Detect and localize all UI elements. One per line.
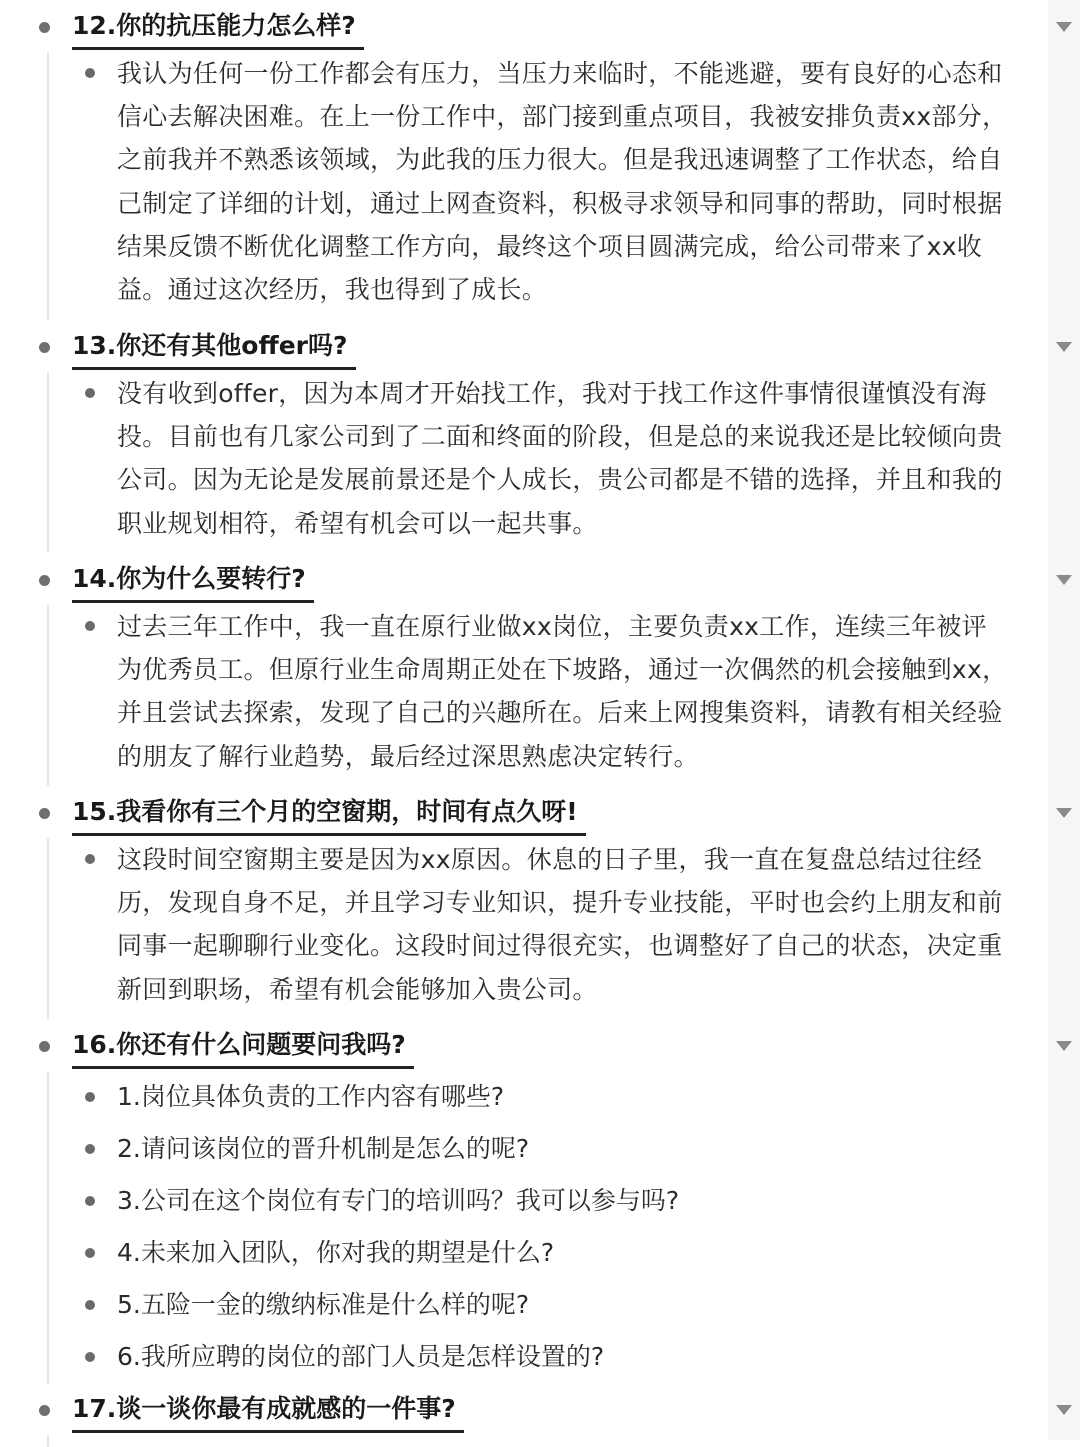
bullet-icon[interactable] bbox=[85, 1352, 95, 1362]
answer-text: 过去三年工作中，我一直在原行业做xx岗位，主要负责xx工作，连续三年被评为优秀员工。但原行业生命周期正处在下坡路，通过一次偶然的机会接触到xx，并且尝试去探索，发现了自己的兴趣所在。后来上网搜集资料，请教有相关经验的朋友了解行业趋势，最后经过深思熟虑决定转行。 bbox=[117, 612, 1008, 771]
bullet-icon[interactable] bbox=[85, 621, 95, 631]
section-title: 12.你的抗压能力怎么样? bbox=[72, 5, 364, 50]
section-body bbox=[47, 605, 1080, 786]
question-text: 4.未来加入团队，你对我的期望是什么? bbox=[117, 1238, 555, 1267]
answer-paragraph bbox=[49, 52, 1080, 311]
section-body bbox=[47, 1071, 1080, 1383]
list-item bbox=[49, 1227, 1080, 1279]
question-text: 3.公司在这个岗位有专门的培训吗？我可以参与吗? bbox=[117, 1186, 680, 1215]
section-15 bbox=[0, 786, 1080, 1019]
answer-text: 没有收到offer，因为本周才开始找工作，我对于找工作这件事情很谨慎没有海投。目前也有几家公司到了二面和终面的阶段，但是总的来说我还是比较倾向贵公司。因为无论是发展前景还是个人成长，贵公司都是不错的选择，并且和我的职业规划相符，希望有机会可以一起共事。 bbox=[117, 379, 1003, 538]
section-body bbox=[47, 1435, 1080, 1447]
collapse-caret-icon[interactable] bbox=[1056, 1041, 1072, 1051]
section-body bbox=[47, 838, 1080, 1019]
bullet-icon[interactable] bbox=[85, 1300, 95, 1310]
section-title: 15.我看你有三个月的空窗期，时间有点久呀! bbox=[72, 791, 586, 836]
bullet-icon[interactable] bbox=[39, 342, 50, 353]
list-item bbox=[49, 1331, 1080, 1383]
answer-paragraph bbox=[49, 605, 1080, 778]
bullet-icon[interactable] bbox=[85, 68, 95, 78]
answer-paragraph bbox=[49, 838, 1080, 1011]
section-12 bbox=[0, 0, 1080, 320]
section-title: 16.你还有什么问题要问我吗? bbox=[72, 1024, 414, 1069]
section-heading[interactable] bbox=[0, 0, 1080, 52]
bullet-icon[interactable] bbox=[85, 854, 95, 864]
answer-text: 这段时间空窗期主要是因为xx原因。休息的日子里，我一直在复盘总结过往经历，发现自身不足，并且学习专业知识，提升专业技能，平时也会约上朋友和前同事一起聊聊行业变化。这段时间过得很充实，也调整好了自己的状态，决定重新回到职场，希望有机会能够加入贵公司。 bbox=[117, 845, 1003, 1004]
list-item bbox=[49, 1175, 1080, 1227]
bullet-icon[interactable] bbox=[85, 388, 95, 398]
bullet-icon[interactable] bbox=[39, 22, 50, 33]
section-16 bbox=[0, 1019, 1080, 1383]
list-item bbox=[49, 1123, 1080, 1175]
section-heading[interactable] bbox=[0, 786, 1080, 838]
collapse-caret-icon[interactable] bbox=[1056, 575, 1072, 585]
section-title: 14.你为什么要转行? bbox=[72, 558, 314, 603]
bullet-icon[interactable] bbox=[39, 1041, 50, 1052]
question-text: 6.我所应聘的岗位的部门人员是怎样设置的? bbox=[117, 1342, 605, 1371]
section-heading[interactable] bbox=[0, 1019, 1080, 1071]
section-heading[interactable] bbox=[0, 320, 1080, 372]
question-text: 2.请问该岗位的晋升机制是怎么的呢? bbox=[117, 1134, 530, 1163]
bullet-icon[interactable] bbox=[85, 1092, 95, 1102]
bullet-icon[interactable] bbox=[39, 1405, 50, 1416]
question-text: 5.五险一金的缴纳标准是什么样的呢? bbox=[117, 1290, 530, 1319]
answer-paragraph bbox=[49, 372, 1080, 545]
section-17 bbox=[0, 1383, 1080, 1447]
collapse-caret-icon[interactable] bbox=[1056, 1405, 1072, 1415]
list-item bbox=[49, 1279, 1080, 1331]
collapse-caret-icon[interactable] bbox=[1056, 808, 1072, 818]
bullet-icon[interactable] bbox=[85, 1144, 95, 1154]
bullet-icon[interactable] bbox=[85, 1196, 95, 1206]
collapse-caret-icon[interactable] bbox=[1056, 342, 1072, 352]
bullet-icon[interactable] bbox=[39, 808, 50, 819]
section-heading[interactable] bbox=[0, 1383, 1080, 1435]
bullet-icon[interactable] bbox=[39, 575, 50, 586]
list-item bbox=[49, 1071, 1080, 1123]
collapse-caret-icon[interactable] bbox=[1056, 22, 1072, 32]
section-13 bbox=[0, 320, 1080, 553]
question-text: 1.岗位具体负责的工作内容有哪些? bbox=[117, 1082, 505, 1111]
section-body bbox=[47, 52, 1080, 320]
section-title: 17.谈一谈你最有成就感的一件事? bbox=[72, 1388, 464, 1433]
section-heading[interactable] bbox=[0, 553, 1080, 605]
bullet-icon[interactable] bbox=[85, 1248, 95, 1258]
section-title: 13.你还有其他offer吗? bbox=[72, 325, 356, 370]
section-14 bbox=[0, 553, 1080, 786]
section-body bbox=[47, 372, 1080, 553]
answer-text: 我认为任何一份工作都会有压力，当压力来临时，不能逃避，要有良好的心态和信心去解决困难。在上一份工作中，部门接到重点项目，我被安排负责xx部分，之前我并不熟悉该领域，为此我的压力很大。但是我迅速调整了工作状态，给自己制定了详细的计划，通过上网查资料，积极寻求领导和同事的帮助，同时根据结果反馈不断优化调整工作方向，最终这个项目圆满完成，给公司带来了xx收益。通过这次经历，我也得到了成长。 bbox=[117, 59, 1008, 305]
